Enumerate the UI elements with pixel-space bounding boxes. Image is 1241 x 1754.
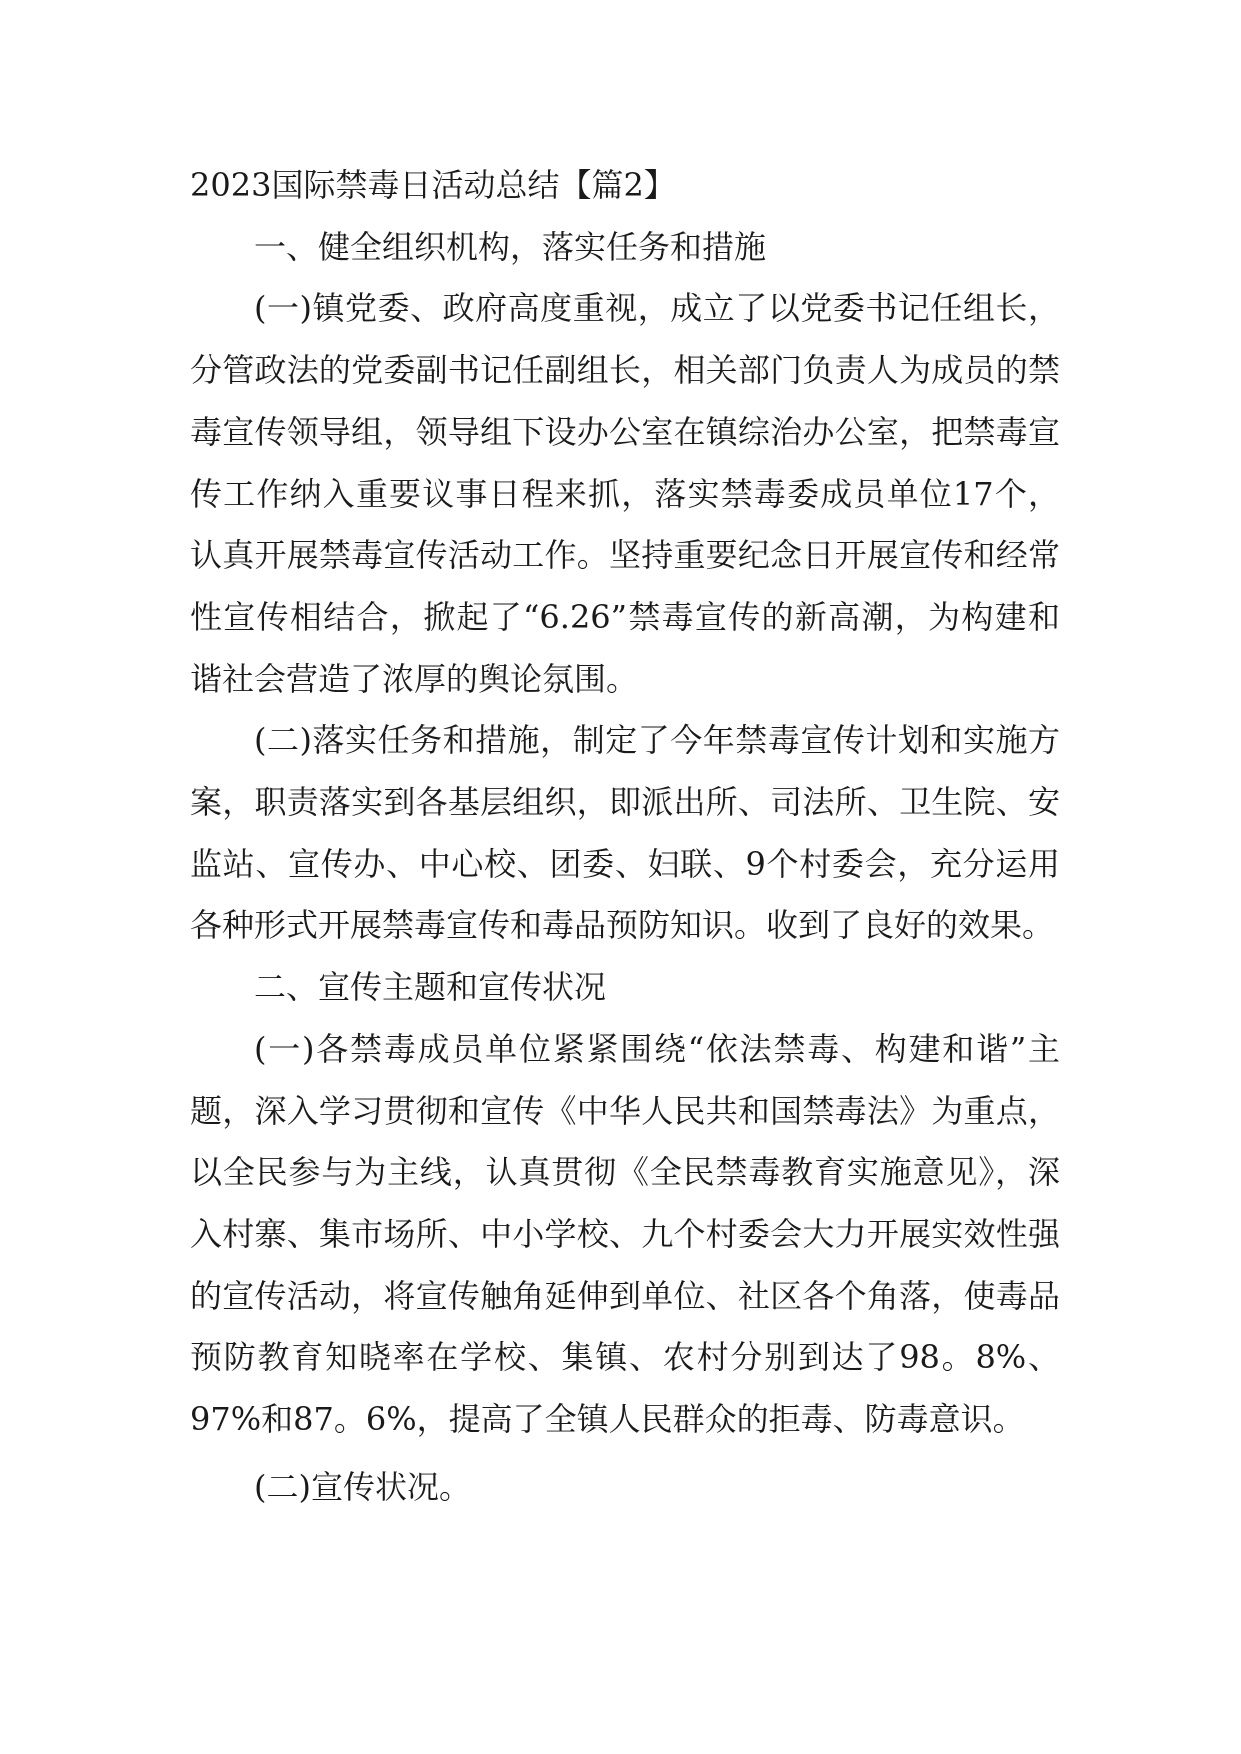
document-title: 2023国际禁毒日活动总结【篇2】 bbox=[190, 166, 676, 204]
paragraph-1-2: (二)落实任务和措施，制定了今年禁毒宣传计划和实施方案，职责落实到各基层组织，即派出所、司法所、卫生院、安监站、宣传办、中心校、团委、妇联、9个村委会，充分运用各种形式开展禁毒宣传和毒品预防知识。收到了良好的效果。 bbox=[190, 721, 1060, 945]
section-heading-2: 二、宣传主题和宣传状况 bbox=[254, 968, 607, 1007]
paragraph-2-2: (二)宣传状况。 bbox=[254, 1467, 471, 1506]
document-body bbox=[190, 155, 1060, 1518]
paragraph-1-1: (一)镇党委、政府高度重视，成立了以党委书记任组长，分管政法的党委副书记任副组长，相关部门负责人为成员的禁毒宣传领导组，领导组下设办公室在镇综治办公室，把禁毒宣传工作纳入重要议事日程来抓，落实禁毒委成员单位17个，认真开展禁毒宣传活动工作。坚持重要纪念日开展宣传和经常性宣传相结合，掀起了“6.26”禁毒宣传的新高潮，为构建和谐社会营造了浓厚的舆论氛围。 bbox=[190, 289, 1060, 698]
paragraph-2-1: (一)各禁毒成员单位紧紧围绕“依法禁毒、构建和谐”主题，深入学习贯彻和宣传《中华人民共和国禁毒法》为重点，以全民参与为主线，认真贯彻《全民禁毒教育实施意见》，深入村寨、集市场所、中小学校、九个村委会大力开展实效性强的宣传活动，将宣传触角延伸到单位、社区各个角落，使毒品预防教育知晓率在学校、集镇、农村分别到达了98。8%、97%和87。6%，提高了全镇人民群众的拒毒、防毒意识。 bbox=[190, 1029, 1060, 1439]
section-heading-1: 一、健全组织机构，落实任务和措施 bbox=[254, 227, 767, 266]
